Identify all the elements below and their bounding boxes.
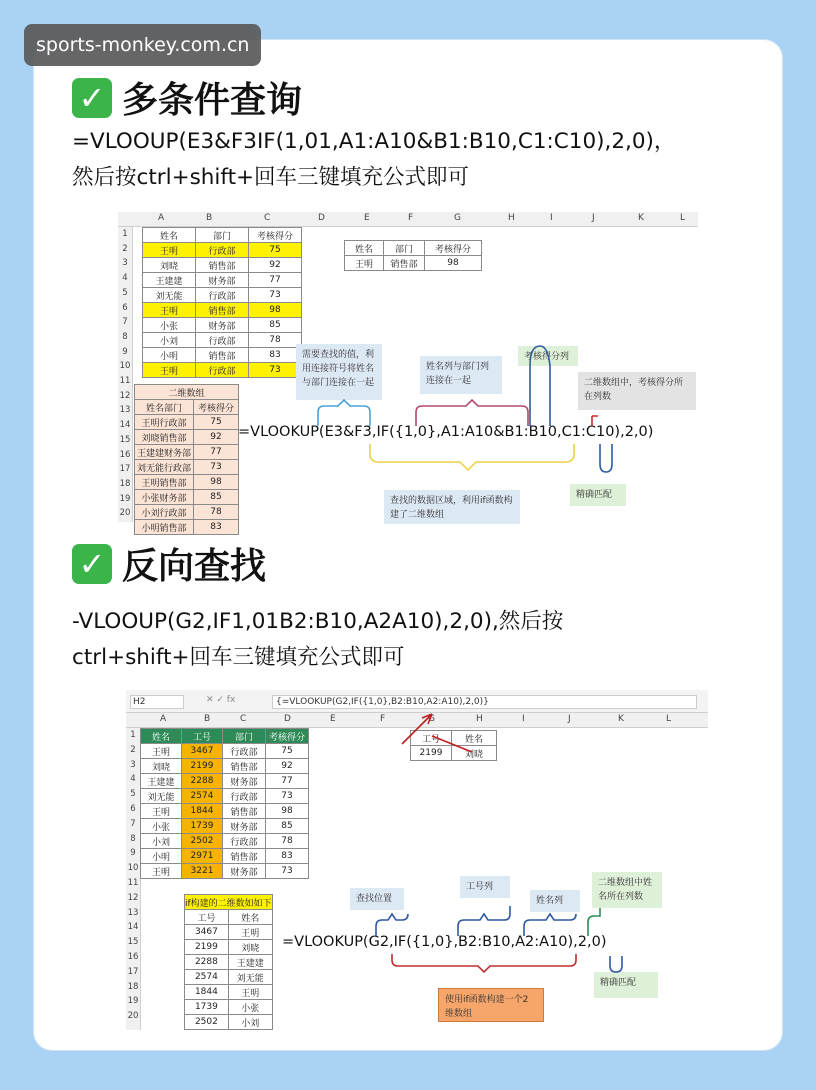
column-letter: E	[330, 714, 336, 724]
column-letter: I	[522, 714, 525, 724]
table-cell: 75	[266, 744, 309, 759]
column-letter: K	[618, 714, 624, 724]
table-cell: 78	[266, 834, 309, 849]
table-cell: 销售部	[196, 348, 249, 363]
column-letter: D	[284, 714, 291, 724]
note-exact-match: 精确匹配	[570, 484, 626, 506]
table-cell: 3467	[185, 925, 229, 940]
bracket-column-index	[592, 416, 598, 426]
table-cell: 销售部	[223, 804, 266, 819]
table-cell: 刘无能	[141, 789, 182, 804]
table-cell: 2199	[185, 940, 229, 955]
table-cell: 小张	[228, 1000, 272, 1015]
table-cell: 小明销售部	[135, 520, 194, 535]
table-cell: 刘无能行政部	[135, 460, 194, 475]
bracket-data-range	[370, 444, 574, 470]
table-cell: 财务部	[196, 318, 249, 333]
table-cell: 刘晓	[228, 940, 272, 955]
row-number: 19	[127, 996, 139, 1007]
row-number: 17	[119, 464, 131, 475]
table-cell: 王明	[345, 256, 384, 271]
column-letter: G	[428, 714, 435, 724]
column-letter: D	[318, 213, 325, 223]
arrow-to-result	[432, 736, 472, 752]
bracket-column-index	[588, 908, 600, 936]
row-number: 16	[127, 952, 139, 962]
formula-text: =VLOOKUP(G2,IF({1,0},B2:B10,A2:A10),2,0)	[282, 934, 607, 950]
table-cell: 92	[194, 430, 239, 445]
column-letter: E	[364, 213, 370, 223]
table-cell: 小张	[143, 318, 196, 333]
column-letter: F	[408, 213, 414, 223]
table-cell: 王建建	[228, 955, 272, 970]
table-cell: 92	[266, 759, 309, 774]
formula-text: =VLOOKUP(E3&F3,IF({1,0},A1:A10&B1:B10,C1:C10),2,0)	[238, 424, 654, 440]
note-name-dept-columns: 姓名列与部门列连接在一起	[420, 356, 502, 394]
bracket-data-range	[392, 954, 576, 972]
row-number: 5	[122, 287, 128, 298]
row-number: 14	[127, 922, 139, 933]
bracket-score	[530, 346, 550, 426]
row-number: 1	[122, 229, 128, 239]
formula-bar-input[interactable]: {=VLOOKUP(G2,IF({1,0},B2:B10,A2:A10),2,0)}	[272, 695, 697, 709]
column-letter: A	[158, 213, 165, 223]
table-cell: 77	[249, 273, 302, 288]
row-number: 13	[127, 907, 139, 918]
table-cell: 1844	[182, 804, 223, 819]
row-number: 20	[119, 508, 131, 519]
table-cell: 刘晓	[143, 258, 196, 273]
table-cell: 1739	[182, 819, 223, 834]
column-letter: K	[638, 213, 644, 223]
table-cell: 98	[266, 804, 309, 819]
table-cell: 王建建	[141, 774, 182, 789]
column-letter: J	[568, 714, 571, 724]
row-number: 1	[130, 730, 136, 740]
row-number: 20	[127, 1011, 139, 1022]
note-name-column: 姓名列	[530, 890, 580, 912]
row-number: 8	[122, 331, 128, 342]
watermark: sports-monkey.com.cn	[24, 24, 261, 66]
table-cell: 王明	[141, 804, 182, 819]
column-header-cell: 部门	[196, 228, 249, 243]
table-cell: 王明	[228, 985, 272, 1000]
bracket-lookup-position	[376, 914, 408, 936]
table-cell: 2199	[182, 759, 223, 774]
row-number: 12	[127, 892, 139, 903]
table-cell: 77	[266, 774, 309, 789]
row-number: 17	[127, 966, 139, 977]
column-letter: L	[666, 714, 672, 724]
row-number: 9	[122, 346, 128, 357]
section1-text	[72, 124, 752, 196]
column-letter: I	[550, 213, 553, 223]
row-number: 10	[127, 863, 139, 874]
note-lookup-position: 查找位置	[350, 888, 404, 910]
table-cell: 98	[194, 475, 239, 490]
table-cell: 小明	[141, 849, 182, 864]
column-header-cell: 姓名	[345, 241, 384, 256]
column-letter: C	[240, 714, 247, 724]
column-header-cell: 姓名	[452, 731, 497, 746]
section2-line-2: ctrl+shift+回车三键填充公式即可	[72, 645, 405, 670]
table-cell: 2288	[182, 774, 223, 789]
table-cell: 小刘	[141, 834, 182, 849]
column-header-cell: 姓名	[141, 729, 182, 744]
bracket-lookup-value	[318, 400, 370, 426]
section2-title: 反向查找	[122, 546, 267, 587]
table-cell: 财务部	[223, 819, 266, 834]
row-number: 18	[119, 478, 131, 489]
column-letter: H	[476, 714, 483, 724]
table-cell: 行政部	[196, 333, 249, 348]
table-cell: 王明行政部	[135, 415, 194, 430]
section1-line-1: =VLOOUP(E3&F3IF(1,01,A1:A10&B1:B10,C1:C10),2,0)，	[72, 129, 676, 154]
table-cell: 83	[194, 520, 239, 535]
column-header-cell: 部门	[223, 729, 266, 744]
row-number: 2	[122, 243, 128, 254]
table-cell: 75	[194, 415, 239, 430]
annotation-brackets	[118, 212, 698, 522]
row-number: 3	[130, 759, 136, 770]
table-cell: 王建建财务部	[135, 445, 194, 460]
row-number: 15	[127, 937, 139, 948]
column-letter: H	[508, 213, 515, 223]
formula-bar-icons: ✕ ✓ fx	[206, 695, 236, 705]
column-letter: G	[454, 213, 461, 223]
section1-heading	[72, 72, 302, 123]
row-number: 16	[119, 449, 131, 460]
column-header-cell: 考核得分	[425, 241, 482, 256]
column-header-cell: 考核得分	[249, 228, 302, 243]
note-column-index: 二维数组中，考核得分所在列数	[578, 372, 696, 410]
table-cell: 行政部	[223, 744, 266, 759]
table-cell: 刘晓	[141, 759, 182, 774]
annotation-brackets	[126, 690, 708, 1030]
row-number: 5	[130, 789, 136, 800]
table-cell: 财务部	[223, 864, 266, 879]
row-number: 3	[122, 258, 128, 269]
column-letter: C	[264, 213, 271, 223]
row-number: 11	[127, 878, 139, 888]
column-letter: J	[592, 213, 595, 223]
column-letter: A	[160, 714, 167, 724]
table-cell: 73	[249, 288, 302, 303]
table-cell: 2971	[182, 849, 223, 864]
table-cell: 行政部	[196, 363, 249, 378]
row-number: 4	[122, 273, 128, 284]
row-number: 19	[119, 493, 131, 504]
table-cell: 王明	[141, 864, 182, 879]
table-cell: 财务部	[196, 273, 249, 288]
table-cell: 王明销售部	[135, 475, 194, 490]
table-cell: 刘无能	[143, 288, 196, 303]
note-data-range: 查找的数据区域，利用if函数构建了二维数组	[384, 490, 520, 524]
name-box[interactable]: H2	[130, 695, 184, 709]
table-cell: 小刘行政部	[135, 505, 194, 520]
row-number: 8	[130, 833, 136, 844]
table-cell: 王明	[143, 303, 196, 318]
section2-text	[72, 604, 752, 676]
column-header-cell: 工号	[185, 910, 229, 925]
table-cell: 王明	[143, 363, 196, 378]
table-cell: 王明	[143, 243, 196, 258]
section2-line-1: -VLOOUP(G2,IF1,01B2:B10,A2A10),2,0),然后按	[72, 609, 564, 634]
table-cell: 小张财务部	[135, 490, 194, 505]
table-cell: 3467	[182, 744, 223, 759]
table-cell: 行政部	[223, 789, 266, 804]
column-header-cell: 考核得分	[194, 400, 239, 415]
table-cell: 73	[194, 460, 239, 475]
table-cell: 85	[194, 490, 239, 505]
column-header-cell: 工号	[182, 729, 223, 744]
table-cell: 销售部	[196, 303, 249, 318]
table-cell: 98	[249, 303, 302, 318]
table-cell: 销售部	[223, 759, 266, 774]
table-cell: 王明	[141, 744, 182, 759]
table-cell: 73	[266, 789, 309, 804]
row-number: 9	[130, 848, 136, 859]
note-column-index: 二维数组中姓名所在列数	[592, 872, 662, 908]
table-cell: 83	[249, 348, 302, 363]
bracket-id-column	[458, 906, 510, 936]
array-title-cell: 二维数组	[135, 385, 239, 400]
section1-title: 多条件查询	[122, 80, 303, 121]
table-cell: 2502	[185, 1015, 229, 1030]
table-cell: 2288	[185, 955, 229, 970]
row-number: 15	[119, 434, 131, 445]
row-number: 18	[127, 981, 139, 992]
table-cell: 75	[249, 243, 302, 258]
table-cell: 王明	[228, 925, 272, 940]
table-cell: 销售部	[196, 258, 249, 273]
bracket-name-dept	[416, 400, 528, 426]
table-cell: 85	[266, 819, 309, 834]
table-cell: 行政部	[223, 834, 266, 849]
column-header-cell: 姓名部门	[135, 400, 194, 415]
bracket-name-column	[524, 914, 576, 936]
column-header-cell: 部门	[384, 241, 425, 256]
table-cell: 小明	[143, 348, 196, 363]
table-cell: 2574	[182, 789, 223, 804]
row-number: 13	[119, 405, 131, 416]
spreadsheet-reverse-lookup	[126, 690, 708, 1030]
note-id-column: 工号列	[460, 876, 510, 898]
check-mark-icon: ✓	[72, 544, 112, 584]
section1-line-2: 然后按ctrl+shift+回车三键填充公式即可	[72, 165, 470, 190]
note-lookup-value: 需要查找的值，利用连接符号将姓名与部门连接在一起	[296, 344, 382, 400]
table-cell: 1844	[185, 985, 229, 1000]
note-score-column: 考核得分列	[518, 346, 578, 366]
table-cell: 73	[249, 363, 302, 378]
table-cell: 77	[194, 445, 239, 460]
table-cell: 刘晓	[452, 746, 497, 761]
table-cell: 92	[249, 258, 302, 273]
column-header-cell: 姓名	[143, 228, 196, 243]
note-exact-match: 精确匹配	[594, 972, 658, 998]
row-number: 6	[122, 302, 128, 313]
table-cell: 78	[249, 333, 302, 348]
section2-heading	[72, 538, 266, 589]
row-number: 4	[130, 774, 136, 785]
table-cell: 刘晓销售部	[135, 430, 194, 445]
table-cell: 2574	[185, 970, 229, 985]
bracket-match-type	[610, 956, 622, 972]
table-cell: 3221	[182, 864, 223, 879]
arrow-to-formula-bar	[402, 714, 432, 744]
table-cell: 83	[266, 849, 309, 864]
row-number: 10	[119, 361, 131, 372]
table-cell: 85	[249, 318, 302, 333]
column-letter: B	[204, 714, 211, 724]
table-cell: 小张	[141, 819, 182, 834]
row-number: 7	[130, 818, 136, 829]
row-number: 12	[119, 390, 131, 401]
table-cell: 刘无能	[228, 970, 272, 985]
row-number: 2	[130, 744, 136, 755]
row-number: 14	[119, 420, 131, 431]
column-letter: B	[206, 213, 213, 223]
check-mark-icon: ✓	[72, 78, 112, 118]
row-number: 7	[122, 317, 128, 328]
table-cell: 销售部	[223, 849, 266, 864]
table-cell: 行政部	[196, 288, 249, 303]
column-header-cell: 考核得分	[266, 729, 309, 744]
row-number: 11	[119, 376, 131, 386]
table-cell: 1739	[185, 1000, 229, 1015]
bracket-match-type	[600, 444, 612, 472]
table-cell: 73	[266, 864, 309, 879]
column-header-cell: 工号	[411, 731, 452, 746]
row-number: 6	[130, 804, 136, 814]
table-cell: 2199	[411, 746, 452, 761]
table-cell: 销售部	[384, 256, 425, 271]
column-header-cell: 姓名	[228, 910, 272, 925]
table-cell: 王建建	[143, 273, 196, 288]
table-cell: 行政部	[196, 243, 249, 258]
column-letter: L	[680, 213, 686, 223]
table-cell: 财务部	[223, 774, 266, 789]
column-letter: F	[380, 714, 386, 724]
table-cell: 98	[425, 256, 482, 271]
table-cell: 2502	[182, 834, 223, 849]
table-cell: 78	[194, 505, 239, 520]
spreadsheet-multi-condition	[118, 212, 698, 534]
table-cell: 小刘	[228, 1015, 272, 1030]
array-title-cell: if构建的二维数如如下	[185, 895, 273, 910]
note-build-array: 使用if函数构建一个2维数组	[438, 988, 544, 1022]
table-cell: 小刘	[143, 333, 196, 348]
